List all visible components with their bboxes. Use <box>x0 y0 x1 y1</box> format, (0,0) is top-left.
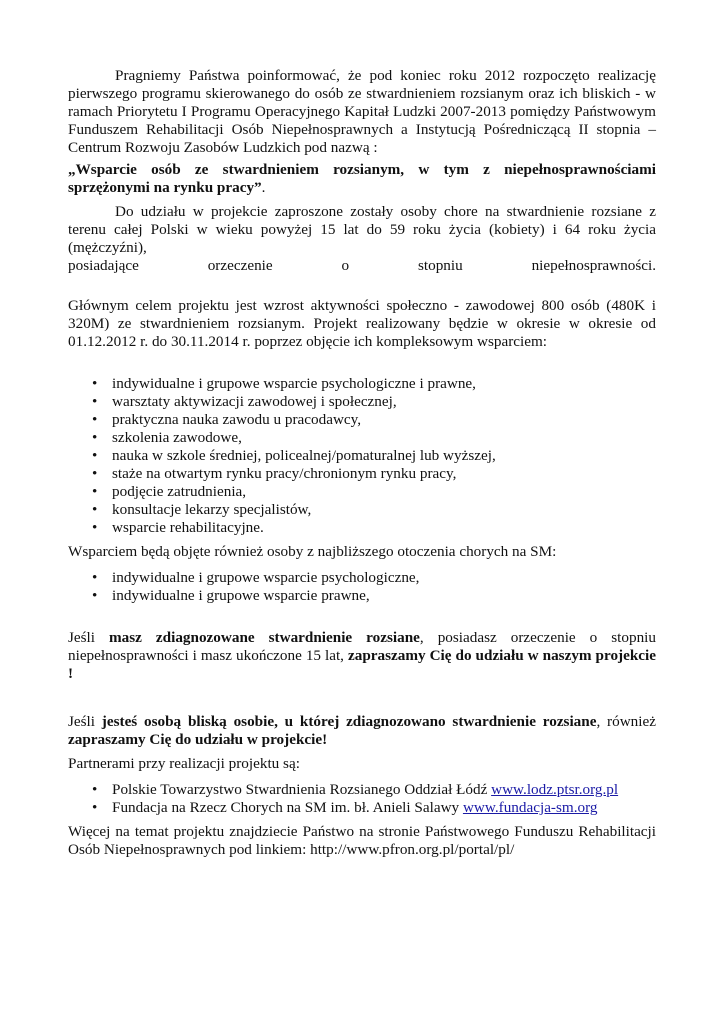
list-item: • staże na otwartym rynku pracy/chronionym rynku pracy, <box>92 465 457 482</box>
list-item: • podjęcie zatrudnienia, <box>92 483 247 500</box>
project-title-text: „Wsparcie osób ze stwardnieniem rozsianym, w tym z niepełnosprawnościami sprzężonymi na rynku pracy” <box>68 161 656 196</box>
partner-link[interactable]: www.fundacja-sm.org <box>462 799 598 816</box>
list-item: • konsultacje lekarzy specjalistów, <box>92 501 312 518</box>
project-title <box>68 161 656 197</box>
partner-link[interactable]: www.lodz.ptsr.org.pl <box>491 781 619 798</box>
eligibility-paragraph: Do udziału w projekcie zaproszone zostały osoby chore na stwardnienie rozsiane z terenu całej Polski w wieku powyżej 15 lat do 59 roku życia (kobiety) i 64 roku życia (mężczyźni), <box>68 203 656 256</box>
list-item: • wsparcie rehabilitacyjne. <box>92 519 264 536</box>
list-item: • nauka w szkole średniej, policealnej/pomaturalnej lub wyższej, <box>92 447 496 464</box>
list-item: • praktyczna nauka zawodu u pracodawcy, <box>92 411 362 428</box>
intro-paragraph: Pragniemy Państwa poinformować, że pod koniec roku 2012 rozpoczęto realizację pierwszego programu skierowanego do osób ze stwardnieniem rozsianym oraz ich bliskich - w ramach Priorytetu I Programu Operacyjnego Kapitał Ludzki 2007-2013 pomiędzy Państwowym Funduszem Rehabilitacji Osób Niepełnosprawnych a Instytucją Pośredniczącą II stopnia – Centrum Rozwoju Zasobów Ludzkich pod nazwą : <box>68 67 656 156</box>
list-item: • indywidualne i grupowe wsparcie prawne, <box>92 587 370 604</box>
relatives-intro: Wsparciem będą objęte również osoby z najbliższego otoczenia chorych na SM: <box>68 543 557 560</box>
eligibility-paragraph-last-line: posiadające orzeczenie o stopniu niepełnosprawności. <box>68 257 656 274</box>
partner-item: • Polskie Towarzystwo Stwardnienia Rozsianego Oddział Łódź www.lodz.ptsr.org.pl <box>92 781 619 798</box>
relatives-list <box>68 569 656 605</box>
list-item: • indywidualne i grupowe wsparcie psychologiczne, <box>92 569 420 586</box>
invite-patients: Jeśli masz zdiagnozowane stwardnienie rozsiane, posiadasz orzeczenie o stopniu niepełnosprawności i masz ukończone 15 lat, zapraszamy Cię do udziału w naszym projekcie ! <box>68 629 657 682</box>
more-info-paragraph: Więcej na temat projektu znajdziecie Państwo na stronie Państwowego Funduszu Rehabilitacji Osób Niepełnosprawnych pod linkiem: http://www.pfron.org.pl/portal/pl/ <box>68 823 656 858</box>
goal-paragraph: Głównym celem projektu jest wzrost aktywności społeczno - zawodowej 800 osób (480K i 320M) ze stwardnieniem rozsianym. Projekt realizowany będzie w okresie w okresie od 01.12.2012 r. do 30.11.2014 r. poprzez objęcie ich kompleksowym wsparciem: <box>68 297 656 350</box>
partner-item: • Fundacja na Rzecz Chorych na SM im. bł. Anieli Salawy www.fundacja-sm.org <box>92 799 598 816</box>
partners-list <box>68 781 656 817</box>
list-item: • szkolenia zawodowe, <box>92 429 242 446</box>
project-title-end: . <box>261 179 266 196</box>
list-item: • indywidualne i grupowe wsparcie psychologiczne i prawne, <box>92 375 476 392</box>
list-item: • warsztaty aktywizacji zawodowej i społecznej, <box>92 393 397 410</box>
invite-relatives: Jeśli jesteś osobą bliską osobie, u której zdiagnozowano stwardnienie rozsiane, również zapraszamy Cię do udziału w projekcie! <box>68 713 656 748</box>
support-list <box>68 375 656 537</box>
partners-intro: Partnerami przy realizacji projektu są: <box>68 755 300 772</box>
